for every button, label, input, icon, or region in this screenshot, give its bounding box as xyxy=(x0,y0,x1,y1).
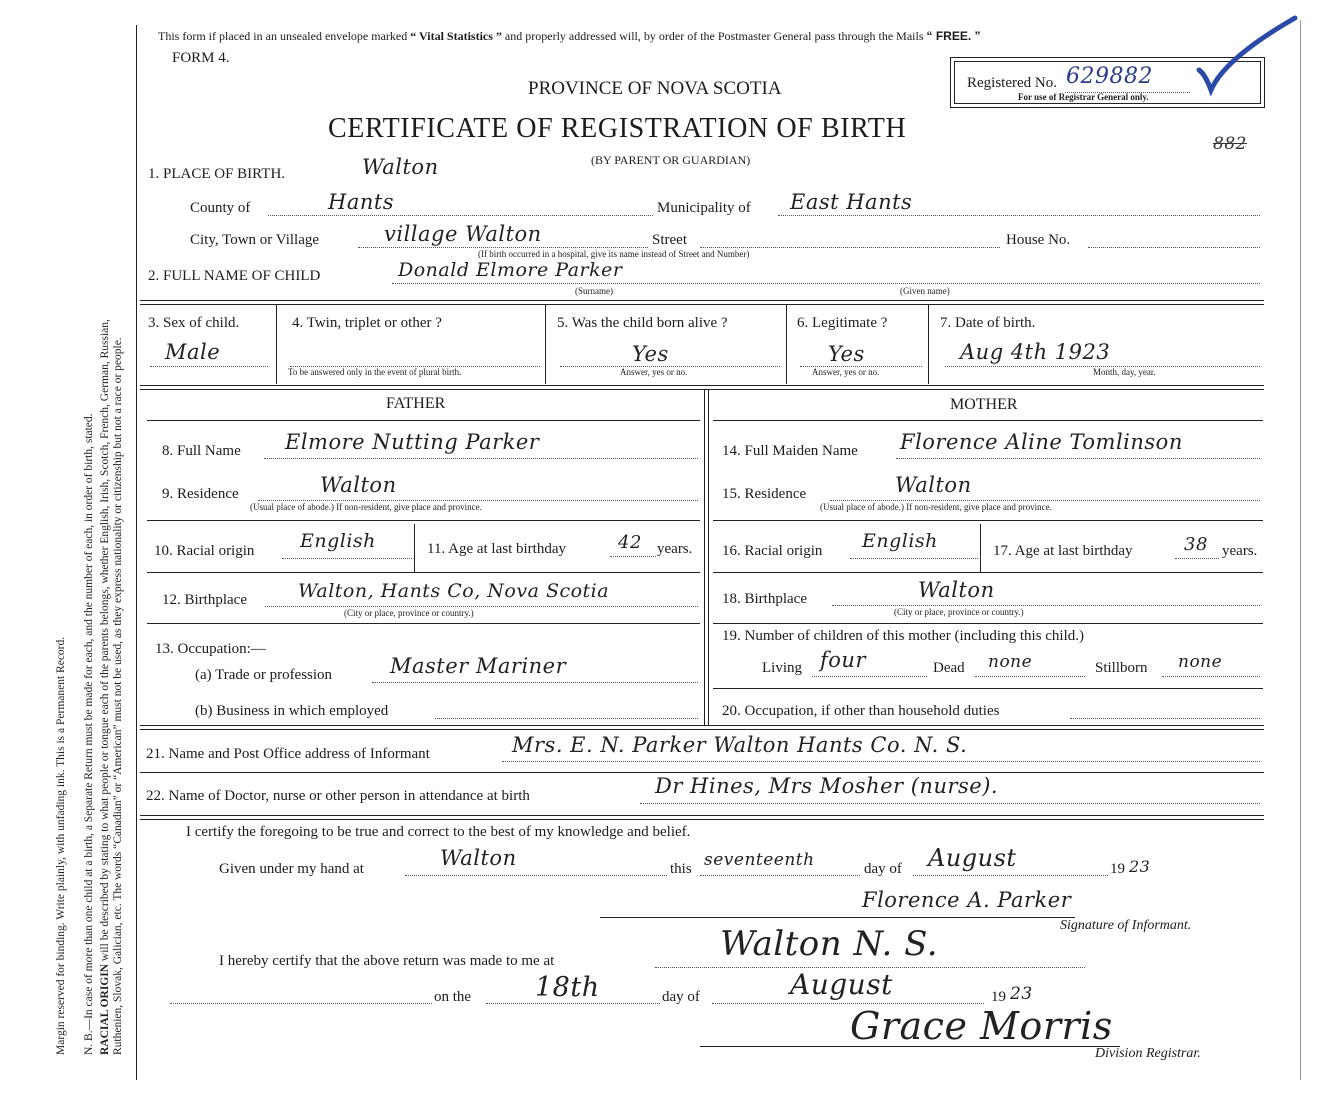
father-racial-label: 10. Racial origin xyxy=(154,543,255,559)
informant-signature-label: Signature of Informant. xyxy=(1060,918,1192,933)
born-alive-note: Answer, yes or no. xyxy=(620,367,688,377)
certify-statement: I certify the foregoing to be true and correct to the best of my knowledge and belief. xyxy=(186,824,691,840)
child-name-label: 2. FULL NAME OF CHILD xyxy=(148,268,321,284)
margin-note: Margin reserved for binding. Write plainly, with unfading ink. This is a Permanent Record. xyxy=(55,636,67,1055)
registrar-year-value: 23 xyxy=(1010,984,1033,1004)
father-residence-value: Walton xyxy=(320,473,397,497)
father-age-value: 42 xyxy=(618,532,642,553)
given-label: Given under my hand at xyxy=(219,861,364,877)
mother-birthplace-value: Walton xyxy=(918,578,995,602)
dead-label: Dead xyxy=(933,660,965,676)
mother-racial-value: English xyxy=(862,530,938,552)
living-value: four xyxy=(820,648,866,672)
registrar-use-note: For use of Registrar General only. xyxy=(1018,92,1149,102)
father-racial-value: English xyxy=(300,530,376,552)
father-residence-label: 9. Residence xyxy=(162,486,239,502)
postal-note-free: “ FREE. ” xyxy=(926,29,981,43)
given-year-value: 23 xyxy=(1129,857,1151,876)
page-edge xyxy=(1300,20,1301,1080)
given-place-value: Walton xyxy=(440,846,517,870)
parents-divider xyxy=(704,389,709,725)
father-birthplace-value: Walton, Hants Co, Nova Scotia xyxy=(298,580,610,602)
father-heading: FATHER xyxy=(386,395,446,412)
nb-note: N. B.—In case of more than one child at a birth, a Separate Return must be made for each, and the number of each, in order of birth, stated. xyxy=(83,413,95,1055)
twin-label: 4. Twin, triplet or other ? xyxy=(292,315,442,331)
twin-note: To be answered only in the event of plural birth. xyxy=(288,367,462,377)
place-of-birth-value: Walton xyxy=(362,155,439,179)
informant-value: Mrs. E. N. Parker Walton Hants Co. N. S. xyxy=(512,733,968,757)
father-name-label: 8. Full Name xyxy=(162,443,241,459)
racial-origin-note-2: Ruthenien, Slovak, Galician, etc. The words “Canadian” or “American” must not be used, as they express nationality or citizenship but not a race or people. xyxy=(112,337,124,1055)
mother-name-label: 14. Full Maiden Name xyxy=(722,443,858,459)
mother-residence-label: 15. Residence xyxy=(722,486,807,502)
trade-value: Master Mariner xyxy=(390,654,567,678)
page-subtitle: (BY PARENT OR GUARDIAN) xyxy=(591,153,751,167)
stillborn-value: none xyxy=(1178,652,1223,672)
section-divider-4 xyxy=(140,815,1264,820)
page-title: CERTIFICATE OF REGISTRATION OF BIRTH xyxy=(328,113,907,144)
postal-note-text: This form if placed in an unsealed envelope marked xyxy=(158,29,408,43)
born-alive-label: 5. Was the child born alive ? xyxy=(557,315,728,331)
children-count-label: 19. Number of children of this mother (including this child.) xyxy=(722,628,1085,644)
registrar-year-prefix: 19 xyxy=(991,989,1006,1005)
date-of-birth-value: Aug 4th 1923 xyxy=(960,340,1111,364)
hospital-note: (If birth occurred in a hospital, give its name instead of Street and Number) xyxy=(478,249,750,259)
given-month-value: August xyxy=(928,844,1017,872)
date-of-birth-note: Month, day, year. xyxy=(1093,367,1156,377)
city-label: City, Town or Village xyxy=(190,232,320,248)
sex-label: 3. Sex of child. xyxy=(148,315,240,331)
living-label: Living xyxy=(762,660,802,676)
registrar-month-value: August xyxy=(790,968,893,1001)
street-label: Street xyxy=(652,232,687,248)
mother-age-unit: years. xyxy=(1222,543,1258,559)
corner-number: 882 xyxy=(1213,134,1247,154)
father-name-value: Elmore Nutting Parker xyxy=(285,430,540,454)
given-year-prefix: 19 xyxy=(1110,861,1125,877)
mother-age-value: 38 xyxy=(1184,534,1208,555)
legitimate-label: 6. Legitimate ? xyxy=(797,315,888,331)
father-residence-note: (Usual place of abode.) If non-resident, give place and province. xyxy=(250,502,482,512)
city-value: village Walton xyxy=(384,222,542,246)
father-age-unit: years. xyxy=(657,541,693,557)
informant-label: 21. Name and Post Office address of Informant xyxy=(146,746,430,762)
legitimate-note: Answer, yes or no. xyxy=(812,367,880,377)
mother-name-value: Florence Aline Tomlinson xyxy=(900,430,1183,454)
registrar-statement: I hereby certify that the above return was made to me at xyxy=(219,953,555,969)
place-of-birth-label: 1. PLACE OF BIRTH. xyxy=(148,166,286,182)
binding-margin-line xyxy=(136,25,137,1080)
municipality-value: East Hants xyxy=(790,190,913,214)
form-number: FORM 4. xyxy=(172,50,230,66)
on-the-label: on the xyxy=(434,989,472,1005)
mother-occupation-label: 20. Occupation, if other than household duties xyxy=(722,703,1000,719)
mother-age-label: 17. Age at last birthday xyxy=(993,543,1133,559)
county-label: County of xyxy=(190,200,251,216)
day-of-label: day of xyxy=(864,861,902,877)
born-alive-value: Yes xyxy=(632,342,669,366)
mother-residence-value: Walton xyxy=(895,473,972,497)
section-divider-3 xyxy=(140,725,1264,730)
father-occupation-label: 13. Occupation:— xyxy=(155,641,266,657)
business-label: (b) Business in which employed xyxy=(195,703,389,719)
mother-heading: MOTHER xyxy=(950,396,1018,413)
racial-origin-text: will be described by stating to what people or tongue each of the parents belongs, whether English, Irish, Scotch, French, German, Russian, xyxy=(99,319,111,962)
registered-label: Registered No. xyxy=(967,75,1057,91)
child-name-value: Donald Elmore Parker xyxy=(398,259,623,281)
mother-birthplace-label: 18. Birthplace xyxy=(722,591,807,607)
given-day-value: seventeenth xyxy=(704,850,815,870)
section-divider-2 xyxy=(140,385,1264,390)
municipality-label: Municipality of xyxy=(657,200,751,216)
sex-value: Male xyxy=(165,340,221,364)
mother-residence-note: (Usual place of abode.) If non-resident, give place and province. xyxy=(820,502,1052,512)
check-mark-icon xyxy=(1195,12,1300,102)
this-label: this xyxy=(670,861,692,877)
registrar-day-value: 18th xyxy=(535,972,600,1003)
given-name-note: (Given name) xyxy=(900,286,950,296)
date-of-birth-label: 7. Date of birth. xyxy=(940,315,1036,331)
postal-note-text-2: and properly addressed will, by order of the Postmaster General pass through the Mails xyxy=(504,29,924,43)
legitimate-value: Yes xyxy=(828,342,865,366)
father-age-label: 11. Age at last birthday xyxy=(427,541,566,557)
doctor-label: 22. Name of Doctor, nurse or other person in attendance at birth xyxy=(146,788,530,804)
father-birthplace-note: (City or place, province or country.) xyxy=(344,608,474,618)
dead-value: none xyxy=(988,652,1033,672)
registrar-signature: Grace Morris xyxy=(850,1004,1113,1048)
county-value: Hants xyxy=(328,190,395,214)
mother-birthplace-note: (City or place, province or country.) xyxy=(894,607,1024,617)
racial-origin-heading: RACIAL ORIGIN xyxy=(99,963,111,1055)
trade-label: (a) Trade or profession xyxy=(195,667,333,683)
section-divider xyxy=(140,300,1264,305)
surname-note: (Surname) xyxy=(575,286,613,296)
postal-note-vital: “ Vital Statistics ” xyxy=(410,29,502,43)
father-birthplace-label: 12. Birthplace xyxy=(162,592,247,608)
informant-signature: Florence A. Parker xyxy=(862,888,1072,912)
mother-racial-label: 16. Racial origin xyxy=(722,543,823,559)
racial-origin-note xyxy=(99,319,111,1055)
registrar-place-value: Walton N. S. xyxy=(720,924,939,964)
doctor-value: Dr Hines, Mrs Mosher (nurse). xyxy=(655,774,999,798)
stillborn-label: Stillborn xyxy=(1095,660,1148,676)
registrar-day-of-label: day of xyxy=(662,989,700,1005)
registrar-signature-label: Division Registrar. xyxy=(1095,1046,1201,1061)
house-number-label: House No. xyxy=(1006,232,1071,248)
postal-note xyxy=(158,29,981,44)
province-heading: PROVINCE OF NOVA SCOTIA xyxy=(528,78,782,99)
registered-number: 629882 xyxy=(1066,64,1153,89)
